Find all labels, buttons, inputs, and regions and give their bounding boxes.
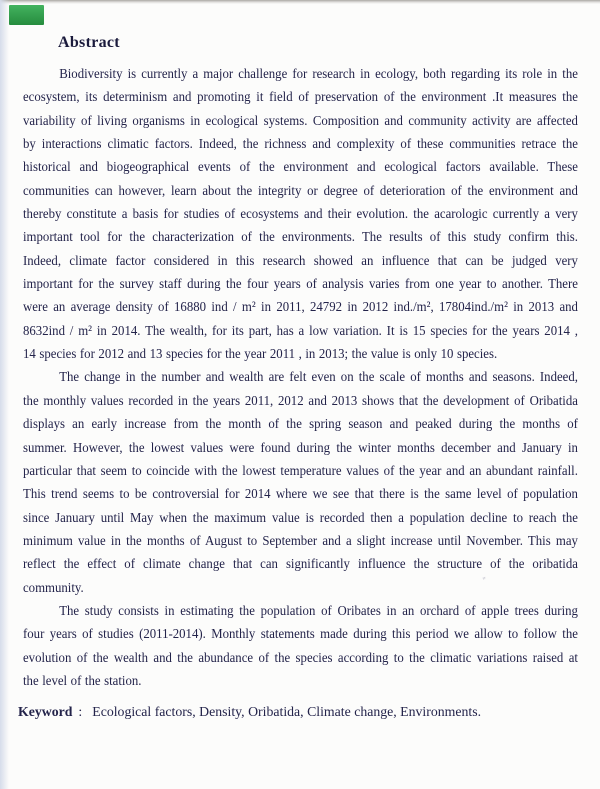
keyword-line (18, 704, 481, 720)
paragraph-line: important tool for the characterization of the environments. The results of this study confirm this. (23, 229, 578, 245)
paragraph-line: historical and biogeographical events of the environment and ecological factors available. These (23, 159, 578, 175)
paragraph-line: ecosystem, its determinism and promoting it field of preservation of the environment .It measures the (23, 89, 578, 105)
paragraph-line: important for the survey staff during the four years of analysis varies from one year to another. There (23, 276, 578, 292)
paragraph-line: 8632ind / m² in 2014. The wealth, for its part, has a low variation. It is 15 species for the years 2014 , (23, 322, 578, 338)
paragraph-line: minimum value in the months of August to September and a slight increase until November. This may (23, 532, 578, 548)
paragraph-line: Indeed, climate factor considered in this research showed an influence that can be judged very (23, 252, 578, 268)
abstract-paragraph-3 (23, 599, 578, 692)
paragraph-line: community. (23, 579, 84, 595)
scan-edge-left (0, 0, 9, 789)
paragraph-line: communities can however, learn about the integrity or degree of deterioration of the environment and (23, 182, 578, 198)
keyword-text: Ecological factors, Density, Oribatida, Climate change, Environments. (92, 704, 482, 719)
paragraph-line: the monthly values recorded in the years 2011, 2012 and 2013 shows that the development of Oribatida (23, 392, 578, 408)
paragraph-line: thereby constitute a basis for studies of ecosystems and their evolution. the acarologic currently a very (23, 206, 578, 222)
paragraph-line: The study consists in estimating the population of Oribates in an orchard of apple trees during (59, 602, 578, 618)
paragraph-line: The change in the number and wealth are felt even on the scale of months and seasons. Indeed, (59, 369, 578, 385)
paragraph-line: reflect the effect of climate change that can significantly influence the structure of the oribatida (23, 556, 578, 572)
keyword-separator: : (78, 704, 83, 719)
scan-edge-top (0, 0, 600, 4)
paragraph-line: four years of studies (2011-2014). Monthly statements made during this period we allow to follow the (23, 626, 578, 642)
paragraph-line: displays an early increase from the month of the spring season and peaked during the months of (23, 416, 578, 432)
abstract-paragraph-2 (23, 365, 578, 598)
paragraph-line: 14 species for 2012 and 13 species for the year 2011 , in 2013; the value is only 10 species. (23, 346, 498, 362)
keyword-label: Keyword (18, 704, 73, 719)
paragraph-line: by interactions climatic factors. Indeed, the richness and complexity of these communities retrace the (23, 136, 578, 152)
paragraph-line: variability of living organisms in ecological systems. Composition and community activity are affected (23, 112, 578, 128)
green-scan-tab (9, 5, 44, 25)
abstract-body (23, 62, 578, 692)
paragraph-line: since January until May when the maximum value is recorded then a population decline to reach the (23, 509, 578, 525)
paragraph-line: particular that seem to coincide with the lowest temperature values of the year and an abundant rainfall. (23, 462, 578, 478)
paragraph-line: This trend seems to be controversial for 2014 where we see that there is the same level of population (23, 486, 578, 502)
paragraph-line: Biodiversity is currently a major challenge for research in ecology, both regarding its role in the (59, 66, 578, 81)
scan-artifact-mark: ″ (481, 574, 489, 586)
paragraph-line: the level of the station. (23, 672, 142, 688)
abstract-heading: Abstract (58, 34, 120, 51)
paragraph-line: summer. However, the lowest values were found during the winter months december and January in (23, 439, 578, 455)
abstract-paragraph-1 (23, 62, 578, 365)
paragraph-line: evolution of the wealth and the abundance of the species according to the climatic variations raised at (23, 649, 578, 665)
paragraph-line: were an average density of 16880 ind / m² in 2011, 24792 in 2012 ind./m², 17804ind./m² in 2013 and (23, 299, 578, 315)
